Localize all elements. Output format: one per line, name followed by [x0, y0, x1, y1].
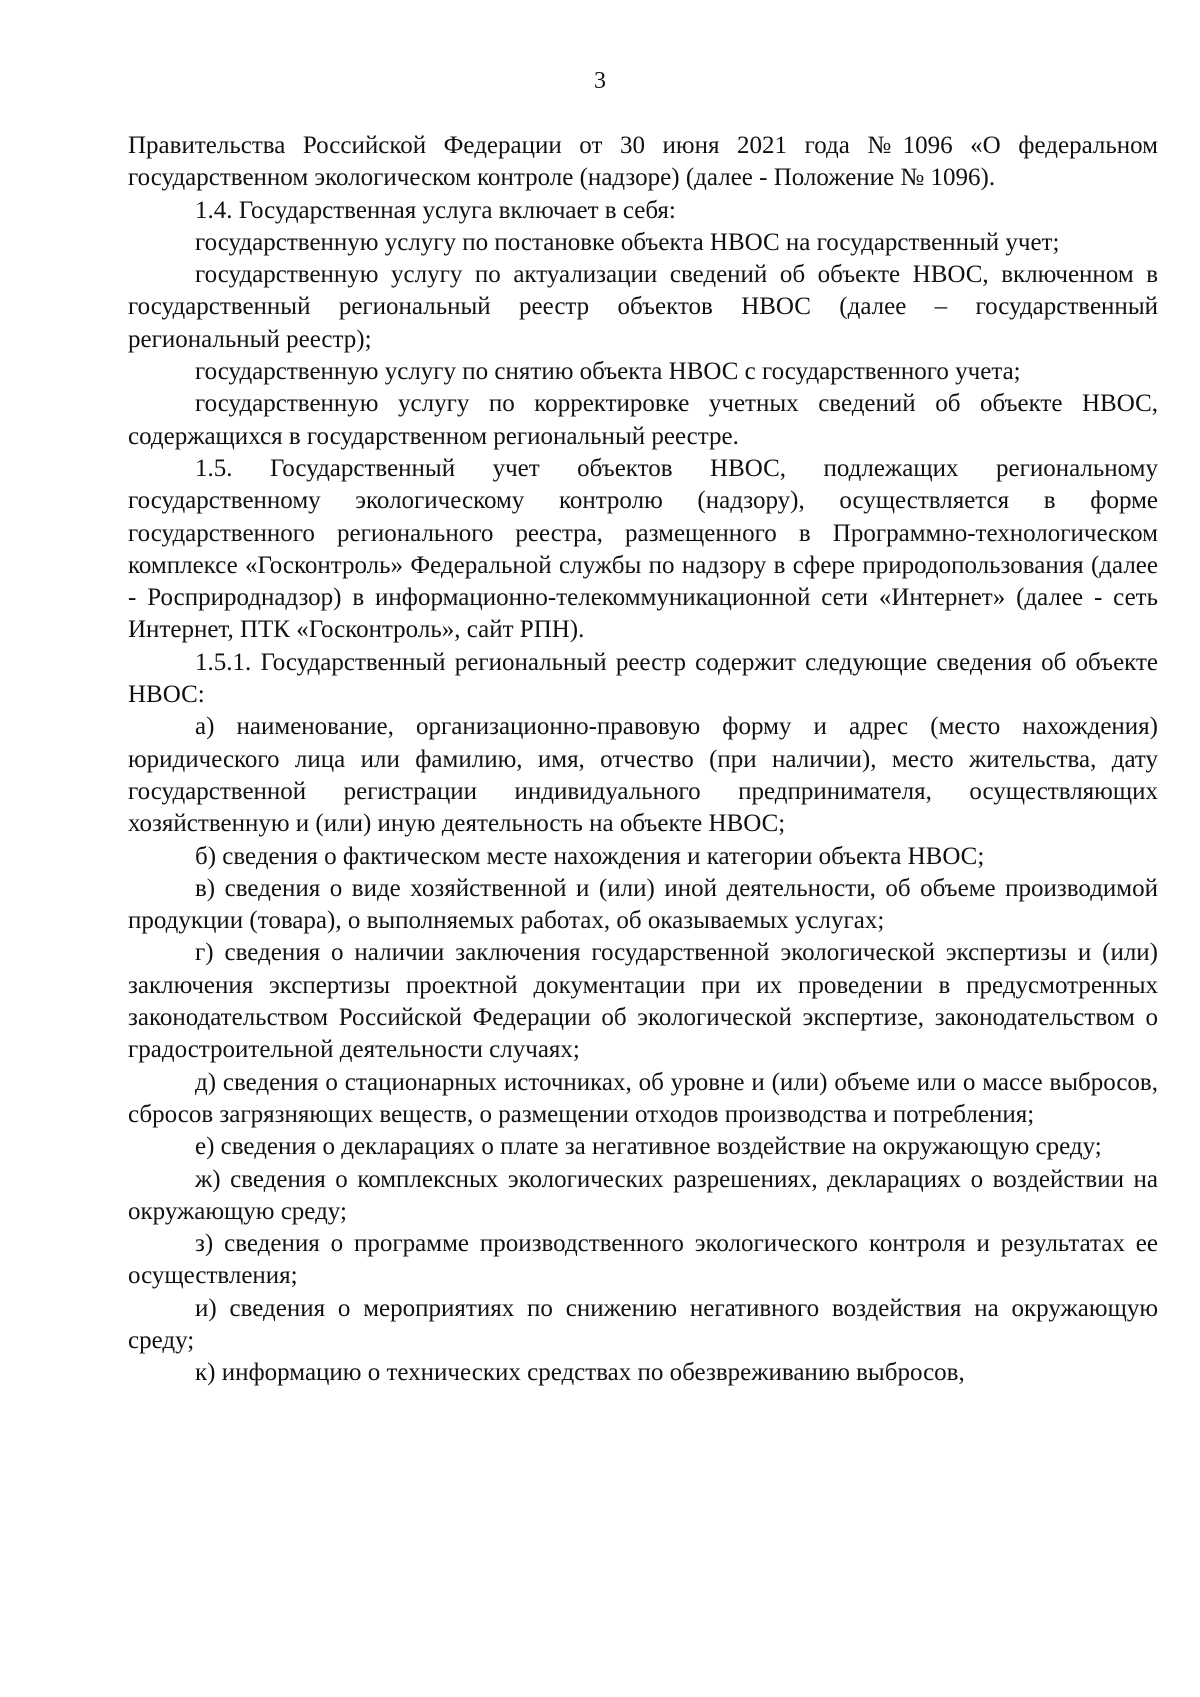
list-item: в) сведения о виде хозяйственной и (или) иной деятельности, об объеме производимой продукции (товара), о выполняемых работах, об оказываемых услугах; — [128, 874, 1158, 935]
paragraph: Правительства Российской Федерации от 30 июня 2021 года №1096 «О федеральном государственном экологическом контроле (надзоре) (далее - Положение № 1096). — [128, 132, 1158, 192]
document-body — [128, 130, 1158, 1390]
list-item: з) сведения о программе производственного экологического контроля и результатах ее осуществления; — [128, 1230, 1158, 1290]
list-item: и) сведения о мероприятиях по снижению негативного воздействия на окружающую среду; — [128, 1294, 1158, 1354]
list-item: д) сведения о стационарных источниках, об уровне и (или) объеме или о массе выбросов, сбросов загрязняющих веществ, о размещении отходов производства и потребления; — [128, 1068, 1158, 1128]
list-item: б) сведения о фактическом месте нахождения и категории объекта НВОС; — [195, 842, 985, 870]
list-item: ж) сведения о комплексных экологических разрешениях, декларациях о воздействии на окружающую среду; — [128, 1165, 1158, 1225]
list-item: г) сведения о наличии заключения государственной экологической экспертизы и (или) заключения экспертизы проектной документации при их проведении в предусмотренных законодательством Российской Федерации об экологической экспертизе, законодательством о градостроительной деятельности случаях; — [128, 939, 1158, 1064]
paragraph: 1.5. Государственный учет объектов НВОС, подлежащих региональному государственному экологическому контролю (надзору), осуществляется в форме государственного регионального реестра, размещенного в Программно-технологическом комплексе «Госконтроль» Федеральной службы по надзору в сфере природопользования (далее - Росприроднадзор) в информационно-телекоммуникационной сети «Интернет» (далее - сеть Интернет, ПТК «Госконтроль», сайт РПН). — [128, 454, 1158, 644]
paragraph: государственную услугу по актуализации сведений об объекте НВОС, включенном в государственный региональный реестр объектов НВОС (далее – государственный региональный реестр); — [128, 261, 1158, 353]
paragraph: государственную услугу по снятию объекта НВОС с государственного учета; — [195, 358, 1021, 386]
list-item: а) наименование, организационно-правовую форму и адрес (место нахождения) юридического лица или фамилию, имя, отчество (при наличии), место жительства, дату государственной регистрации индивидуального предпринимателя, осуществляющих хозяйственную и (или) иную деятельность на объекте НВОС; — [128, 713, 1158, 838]
list-item: е) сведения о декларациях о плате за негативное воздействие на окружающую среду; — [195, 1133, 1102, 1161]
paragraph: государственную услугу по постановке объекта НВОС на государственный учет; — [195, 228, 1060, 256]
page-number: 3 — [594, 68, 606, 94]
list-item: к) информацию о технических средствах по обезвреживанию выбросов, — [195, 1359, 965, 1387]
paragraph: 1.4. Государственная услуга включает в себя: — [195, 196, 676, 224]
paragraph: государственную услугу по корректировке учетных сведений об объекте НВОС, содержащихся в государственном региональный реестре. — [128, 390, 1158, 450]
paragraph: 1.5.1. Государственный региональный реестр содержит следующие сведения об объекте НВОС: — [128, 648, 1158, 709]
